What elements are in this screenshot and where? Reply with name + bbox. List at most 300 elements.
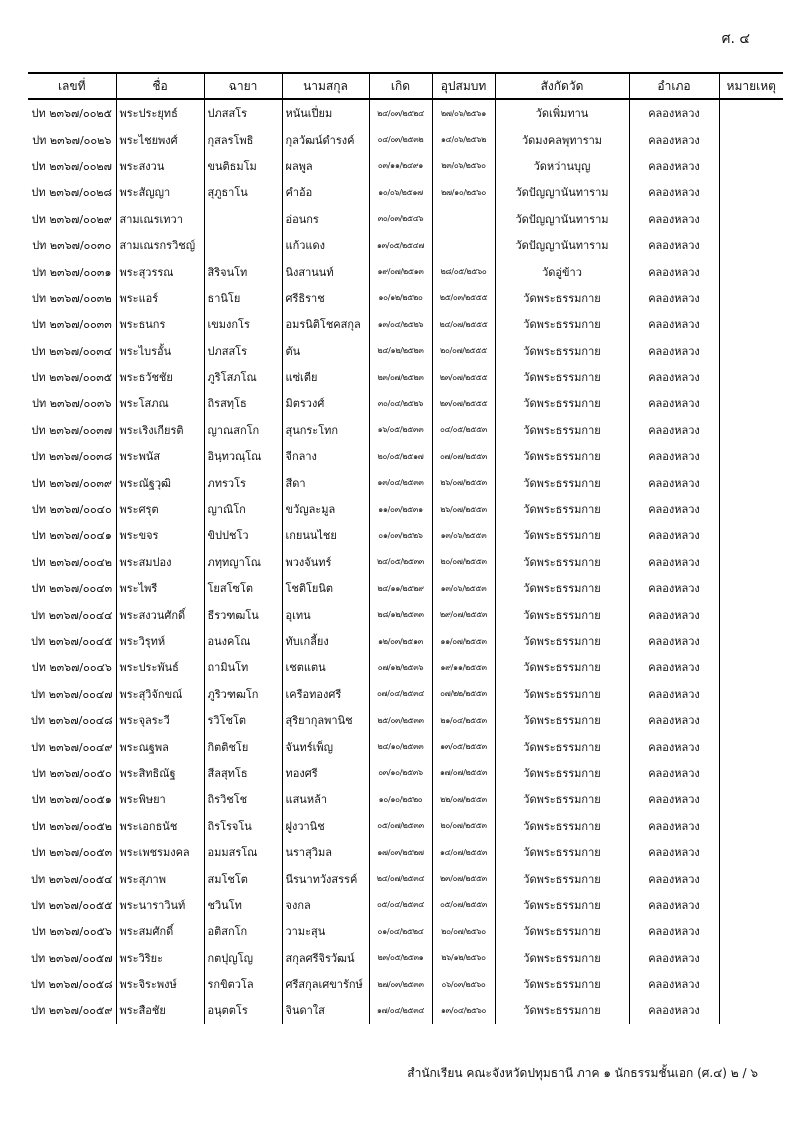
- table-row: [28, 601, 783, 627]
- table-row: [28, 285, 783, 311]
- cell-temple: วัดพระธรรมกาย: [495, 285, 629, 311]
- cell-number: ปท ๒๓๖๗/๐๐๕๔: [30, 872, 113, 886]
- cell-name: พระสัญญา: [116, 179, 204, 205]
- table-row: [28, 443, 783, 469]
- cell-remarks: [719, 575, 783, 601]
- cell-number: ปท ๒๓๖๗/๐๐๕๓: [31, 846, 113, 860]
- cell-district: คลองหลวง: [629, 99, 719, 126]
- cell-temple: วัดพระธรรมกาย: [495, 443, 629, 469]
- cell-born: ๑๓/๐๕/๒๕๔๗: [369, 232, 432, 258]
- cell-name: พระเริงเกียรติ: [116, 417, 204, 443]
- cell-monk-name: กตปุญโญ: [204, 945, 282, 971]
- cell-number: ปท ๒๓๖๗/๐๐๓๕: [31, 371, 113, 385]
- table-row: [28, 892, 783, 918]
- cell-monk-name: ภทฺทญาโณ: [204, 549, 282, 575]
- cell-name: พระนาราวินท์: [116, 892, 204, 918]
- cell-surname: ผลพูล: [282, 153, 369, 179]
- cell-remarks: [719, 865, 783, 891]
- cell-name: พระโสภณ: [116, 390, 204, 416]
- cell-number: ปท ๒๓๖๗/๐๐๔๓: [31, 582, 113, 596]
- cell-remarks: [719, 258, 783, 284]
- cell-remarks: [719, 179, 783, 205]
- cell-number: ปท ๒๓๖๗/๐๐๓๙: [31, 476, 112, 490]
- cell-surname: เกยนนไชย: [282, 522, 369, 548]
- cell-temple: วัดปัญญานันทาราม: [495, 206, 629, 232]
- cell-temple: วัดพระธรรมกาย: [495, 786, 629, 812]
- cell-born: ๐๔/๐๓/๒๕๓๒: [369, 126, 432, 152]
- cell-surname: นิงสานนท์: [282, 258, 369, 284]
- cell-ordained: ๒๐/๐๗/๒๕๕๕: [432, 338, 495, 364]
- cell-born: ๒๔/๑๑/๒๕๒๙: [369, 575, 432, 601]
- cell-born: ๒๗/๐๓/๒๕๓๓: [369, 971, 432, 997]
- cell-born: ๑๓/๐๔/๒๕๓๓: [369, 469, 432, 495]
- cell-name: พระพนัส: [116, 443, 204, 469]
- cell-surname: วามะสุน: [282, 918, 369, 944]
- cell-remarks: [719, 338, 783, 364]
- cell-remarks: [719, 232, 783, 258]
- cell-ordained: ๑๓/๐๖/๒๕๕๓: [432, 522, 495, 548]
- table-row: [28, 496, 783, 522]
- table-row: [28, 549, 783, 575]
- cell-temple: วัดปัญญานันทาราม: [495, 232, 629, 258]
- cell-surname: อ่อนกร: [282, 206, 369, 232]
- header-remarks: หมายเหตุ: [719, 73, 783, 99]
- table-row: [28, 417, 783, 443]
- table-row: [28, 733, 783, 759]
- cell-temple: วัดพระธรรมกาย: [495, 997, 629, 1023]
- cell-remarks: [719, 839, 783, 865]
- cell-number: ปท ๒๓๖๗/๐๐๔๐: [31, 503, 112, 517]
- candidate-table: [28, 72, 783, 1024]
- cell-monk-name: [204, 206, 282, 232]
- cell-temple: วัดพระธรรมกาย: [495, 892, 629, 918]
- cell-monk-name: ขิปปชโว: [204, 522, 282, 548]
- cell-number: ปท ๒๓๖๗/๐๐๔๒: [31, 555, 112, 569]
- cell-monk-name: ถิรสทฺโธ: [204, 390, 282, 416]
- table-row: [28, 654, 783, 680]
- table-row: [28, 760, 783, 786]
- cell-district: คลองหลวง: [629, 126, 719, 152]
- table-row: [28, 99, 783, 126]
- cell-name: พระไชยพงศ์: [116, 126, 204, 152]
- cell-monk-name: สีลสุทโธ: [204, 760, 282, 786]
- cell-name: พระสือชัย: [116, 997, 204, 1023]
- cell-name: พระณฐพล: [116, 733, 204, 759]
- cell-surname: สุริยากุลพานิช: [282, 707, 369, 733]
- cell-ordained: ๒๐/๐๗/๒๕๕๓: [432, 549, 495, 575]
- cell-temple: วัดพระธรรมกาย: [495, 733, 629, 759]
- cell-district: คลองหลวง: [629, 945, 719, 971]
- cell-born: ๑๐/๑๒/๒๕๒๐: [369, 285, 432, 311]
- cell-number: ปท ๒๓๖๗/๐๐๔๗: [31, 687, 113, 701]
- cell-born: ๑๐/๑๐/๒๕๒๐: [369, 786, 432, 812]
- cell-temple: วัดพระธรรมกาย: [495, 575, 629, 601]
- cell-number: ปท ๒๓๖๗/๐๐๓๘: [31, 450, 113, 464]
- cell-remarks: [719, 945, 783, 971]
- cell-ordained: ๒๐/๐๗/๒๕๖๐: [432, 918, 495, 944]
- cell-name: พระสมศักดิ์: [116, 918, 204, 944]
- cell-surname: กุลวัฒน์ดำรงค์: [282, 126, 369, 152]
- cell-name: พระสุภาพ: [116, 865, 204, 891]
- cell-monk-name: ปภสสโร: [204, 99, 282, 126]
- cell-name: พระธนกร: [116, 311, 204, 337]
- cell-surname: สีดา: [282, 469, 369, 495]
- cell-number: ปท ๒๓๖๗/๐๐๒๗: [31, 159, 112, 173]
- cell-temple: วัดพระธรรมกาย: [495, 417, 629, 443]
- cell-district: คลองหลวง: [629, 206, 719, 232]
- cell-born: ๒๕/๐๓/๒๕๓๓: [369, 707, 432, 733]
- cell-born: ๑๗/๐๓/๒๕๒๗: [369, 839, 432, 865]
- header-temple: สังกัดวัด: [495, 73, 629, 99]
- cell-number: ปท ๒๓๖๗/๐๐๔๑: [31, 529, 112, 543]
- cell-name: สามเณรกรวิชญ์: [116, 232, 204, 258]
- cell-temple: วัดพระธรรมกาย: [495, 628, 629, 654]
- cell-monk-name: สุภูธาโน: [204, 179, 282, 205]
- cell-surname: ตัน: [282, 338, 369, 364]
- cell-district: คลองหลวง: [629, 522, 719, 548]
- cell-name: พระประพันธ์: [116, 654, 204, 680]
- cell-ordained: ๐๗/๐๗/๒๕๕๓: [432, 443, 495, 469]
- cell-remarks: [719, 496, 783, 522]
- cell-surname: อุเทน: [282, 601, 369, 627]
- cell-remarks: [719, 417, 783, 443]
- cell-number: ปท ๒๓๖๗/๐๐๒๘: [31, 186, 113, 200]
- cell-born: ๑๒/๐๓/๒๕๑๓: [369, 628, 432, 654]
- cell-monk-name: กิตติชโย: [204, 733, 282, 759]
- cell-temple: วัดพระธรรมกาย: [495, 549, 629, 575]
- cell-ordained: ๑๔/๐๖/๒๕๖๒: [432, 126, 495, 152]
- cell-remarks: [719, 733, 783, 759]
- cell-name: พระแอร์: [116, 285, 204, 311]
- cell-born: ๒๓/๐๗/๒๕๒๓: [369, 364, 432, 390]
- table-row: [28, 364, 783, 390]
- table-row: [28, 390, 783, 416]
- cell-remarks: [719, 681, 783, 707]
- cell-surname: สกุลศรีจิรวัฒน์: [282, 945, 369, 971]
- cell-name: พระศรุต: [116, 496, 204, 522]
- cell-surname: จินดาใส: [282, 997, 369, 1023]
- cell-number: ปท ๒๓๖๗/๐๐๓๗: [31, 423, 113, 437]
- cell-district: คลองหลวง: [629, 971, 719, 997]
- cell-number: ปท ๒๓๖๗/๐๐๓๖: [32, 397, 112, 411]
- table-header-row: [28, 73, 783, 99]
- cell-number: ปท ๒๓๖๗/๐๐๒๖: [32, 133, 112, 147]
- cell-remarks: [719, 443, 783, 469]
- cell-monk-name: ธานิโย: [204, 285, 282, 311]
- cell-born: ๐๗/๐๔/๒๕๓๔: [369, 681, 432, 707]
- cell-surname: คำอ้อ: [282, 179, 369, 205]
- cell-ordained: ๒๓/๐๖/๒๕๖๐: [432, 153, 495, 179]
- table-row: [28, 918, 783, 944]
- cell-remarks: [719, 549, 783, 575]
- cell-district: คลองหลวง: [629, 285, 719, 311]
- table-row: [28, 126, 783, 152]
- cell-monk-name: อนงคโณ: [204, 628, 282, 654]
- cell-remarks: [719, 153, 783, 179]
- cell-name: พระจิระพงษ์: [116, 971, 204, 997]
- cell-surname: ฝูงวานิช: [282, 813, 369, 839]
- cell-remarks: [719, 99, 783, 126]
- cell-surname: ขวัญละมูล: [282, 496, 369, 522]
- cell-monk-name: ถิรวิชโช: [204, 786, 282, 812]
- cell-remarks: [719, 971, 783, 997]
- cell-temple: วัดพระธรรมกาย: [495, 918, 629, 944]
- cell-remarks: [719, 522, 783, 548]
- cell-ordained: [432, 206, 495, 232]
- cell-born: ๒๔/๐๗/๒๕๓๔: [369, 865, 432, 891]
- cell-remarks: [719, 390, 783, 416]
- cell-born: ๒๐/๐๕/๒๕๑๗: [369, 443, 432, 469]
- cell-monk-name: ชวินโท: [204, 892, 282, 918]
- cell-number: ปท ๒๓๖๗/๐๐๒๙: [31, 212, 112, 226]
- table-row: [28, 786, 783, 812]
- cell-number: ปท ๒๓๖๗/๐๐๔๖: [31, 661, 112, 675]
- cell-monk-name: ญาณิโก: [204, 496, 282, 522]
- cell-ordained: ๐๕/๐๗/๒๕๕๓: [432, 892, 495, 918]
- cell-district: คลองหลวง: [629, 364, 719, 390]
- cell-remarks: [719, 601, 783, 627]
- cell-remarks: [719, 892, 783, 918]
- cell-temple: วัดหว่านบุญ: [495, 153, 629, 179]
- cell-number: ปท ๒๓๖๗/๐๐๔๔: [30, 608, 113, 622]
- table-row: [28, 945, 783, 971]
- cell-surname: โชติโยนิต: [282, 575, 369, 601]
- header-monk-name: ฉายา: [204, 73, 282, 99]
- cell-number: ปท ๒๓๖๗/๐๐๓๒: [31, 291, 112, 305]
- table-row: [28, 338, 783, 364]
- cell-district: คลองหลวง: [629, 865, 719, 891]
- cell-temple: วัดพระธรรมกาย: [495, 601, 629, 627]
- cell-surname: นีรนาทวังสรรค์: [282, 865, 369, 891]
- cell-temple: วัดพระธรรมกาย: [495, 707, 629, 733]
- cell-surname: ศรีสกุลเศขารักษ์: [282, 971, 369, 997]
- cell-ordained: ๒๓/๐๗/๒๕๕๕: [432, 390, 495, 416]
- cell-district: คลองหลวง: [629, 997, 719, 1023]
- cell-name: พระไพรี: [116, 575, 204, 601]
- cell-name: พระสุวิจักขณ์: [116, 681, 204, 707]
- cell-ordained: ๒๑/๐๔/๒๕๕๓: [432, 707, 495, 733]
- cell-name: พระพิษยา: [116, 786, 204, 812]
- cell-monk-name: โยสโซโต: [204, 575, 282, 601]
- cell-number: ปท ๒๓๖๗/๐๐๔๕: [30, 635, 113, 648]
- cell-monk-name: สมโชโต: [204, 865, 282, 891]
- cell-temple: วัดพระธรรมกาย: [495, 496, 629, 522]
- cell-ordained: [432, 232, 495, 258]
- header-district: อำเภอ: [629, 73, 719, 99]
- cell-temple: วัดพระธรรมกาย: [495, 311, 629, 337]
- cell-monk-name: ถามินโท: [204, 654, 282, 680]
- cell-surname: เชตแตน: [282, 654, 369, 680]
- cell-ordained: ๒๗/๑๐/๒๕๖๐: [432, 179, 495, 205]
- table-row: [28, 971, 783, 997]
- cell-monk-name: ญาณสกโก: [204, 417, 282, 443]
- cell-monk-name: อินฺทวณฺโณ: [204, 443, 282, 469]
- cell-surname: หนันเปี่ยม: [282, 99, 369, 126]
- cell-number: ปท ๒๓๖๗/๐๐๔๙: [31, 740, 113, 754]
- cell-ordained: ๒๖/๐๗/๒๕๕๓: [432, 496, 495, 522]
- cell-district: คลองหลวง: [629, 179, 719, 205]
- cell-born: ๐๕/๐๗/๒๕๓๓: [369, 813, 432, 839]
- cell-ordained: ๒๕/๐๓/๒๕๕๕: [432, 285, 495, 311]
- table-row: [28, 997, 783, 1023]
- cell-monk-name: อติสกโก: [204, 918, 282, 944]
- cell-district: คลองหลวง: [629, 496, 719, 522]
- cell-name: พระวิรุทห์: [116, 628, 204, 654]
- cell-monk-name: กุสลรโพธิ: [204, 126, 282, 152]
- cell-remarks: [719, 918, 783, 944]
- cell-district: คลองหลวง: [629, 601, 719, 627]
- cell-temple: วัดมงคลพุทาราม: [495, 126, 629, 152]
- cell-ordained: ๑๓/๐๔/๒๕๖๐: [432, 997, 495, 1023]
- cell-ordained: ๐๗/๒๒/๒๕๕๓: [432, 681, 495, 707]
- cell-born: ๐๑/๐๓/๒๕๒๖: [369, 522, 432, 548]
- table-row: [28, 311, 783, 337]
- cell-temple: วัดพระธรรมกาย: [495, 469, 629, 495]
- cell-number: ปท ๒๓๖๗/๐๐๕๕: [30, 898, 113, 912]
- cell-surname: สุนกระโทก: [282, 417, 369, 443]
- cell-district: คลองหลวง: [629, 786, 719, 812]
- cell-temple: วัดพระธรรมกาย: [495, 971, 629, 997]
- cell-number: ปท ๒๓๖๗/๐๐๓๐: [32, 239, 112, 253]
- cell-district: คลองหลวง: [629, 232, 719, 258]
- cell-monk-name: [204, 232, 282, 258]
- cell-remarks: [719, 707, 783, 733]
- cell-district: คลองหลวง: [629, 813, 719, 839]
- table-row: [28, 153, 783, 179]
- table-row: [28, 707, 783, 733]
- table-row: [28, 839, 783, 865]
- cell-district: คลองหลวง: [629, 338, 719, 364]
- cell-remarks: [719, 760, 783, 786]
- cell-number: ปท ๒๓๖๗/๐๐๕๒: [31, 819, 112, 833]
- cell-born: ๒๘/๑๒/๒๕๓๓: [369, 601, 432, 627]
- cell-name: พระประยุทธ์: [116, 99, 204, 126]
- cell-ordained: ๒๓/๐๗/๒๕๕๕: [432, 364, 495, 390]
- cell-district: คลองหลวง: [629, 469, 719, 495]
- cell-district: คลองหลวง: [629, 681, 719, 707]
- cell-monk-name: ภทรวโร: [204, 469, 282, 495]
- cell-surname: แก้วแดง: [282, 232, 369, 258]
- cell-monk-name: ภูริโสภโณ: [204, 364, 282, 390]
- cell-surname: จีกลาง: [282, 443, 369, 469]
- cell-temple: วัดพระธรรมกาย: [495, 522, 629, 548]
- cell-monk-name: ธีรวฑฒโน: [204, 601, 282, 627]
- cell-ordained: ๒๓/๐๗/๒๕๕๓: [432, 865, 495, 891]
- header-name: ชื่อ: [116, 73, 204, 99]
- cell-remarks: [719, 206, 783, 232]
- cell-temple: วัดอู่ข้าว: [495, 258, 629, 284]
- cell-temple: วัดพระธรรมกาย: [495, 865, 629, 891]
- cell-monk-name: เขมงกโร: [204, 311, 282, 337]
- cell-name: พระสงวน: [116, 153, 204, 179]
- cell-name: สามเณรเทวา: [116, 206, 204, 232]
- cell-temple: วัดพระธรรมกาย: [495, 654, 629, 680]
- cell-number: ปท ๒๓๖๗/๐๐๕๘: [30, 978, 113, 992]
- cell-born: ๐๓/๑๐/๒๕๓๖: [369, 760, 432, 786]
- cell-ordained: ๐๔/๐๕/๒๕๕๓: [432, 417, 495, 443]
- table-row: [28, 681, 783, 707]
- header-born: เกิด: [369, 73, 432, 99]
- cell-name: พระเอกธนัช: [116, 813, 204, 839]
- cell-monk-name: รกขิตวโล: [204, 971, 282, 997]
- cell-temple: วัดพระธรรมกาย: [495, 364, 629, 390]
- cell-district: คลองหลวง: [629, 153, 719, 179]
- cell-remarks: [719, 311, 783, 337]
- cell-born: ๑๙/๐๗/๒๕๑๓: [369, 258, 432, 284]
- cell-surname: ทองศรี: [282, 760, 369, 786]
- cell-surname: แซ่เตีย: [282, 364, 369, 390]
- page-footer: สำนักเรียน คณะจังหวัดปทุมธานี ภาค ๑ นักธรรมชั้นเอก (ศ.๔) ๒ / ๖: [407, 1066, 758, 1080]
- table-row: [28, 179, 783, 205]
- table-row: [28, 469, 783, 495]
- cell-district: คลองหลวง: [629, 707, 719, 733]
- cell-ordained: ๑๙/๑๑/๒๕๕๓: [432, 654, 495, 680]
- cell-number: ปท ๒๓๖๗/๐๐๕๑: [31, 793, 112, 807]
- cell-district: คลองหลวง: [629, 918, 719, 944]
- cell-district: คลองหลวง: [629, 892, 719, 918]
- cell-ordained: ๒๗/๐๖/๒๕๖๑: [432, 99, 495, 126]
- table-row: [28, 628, 783, 654]
- cell-district: คลองหลวง: [629, 443, 719, 469]
- cell-born: ๐๗/๑๒/๒๕๓๖: [369, 654, 432, 680]
- cell-temple: วัดพระธรรมกาย: [495, 681, 629, 707]
- cell-monk-name: รวิโชโต: [204, 707, 282, 733]
- cell-monk-name: อมมสรโณ: [204, 839, 282, 865]
- cell-temple: วัดพระธรรมกาย: [495, 760, 629, 786]
- cell-number: ปท ๒๓๖๗/๐๐๓๓: [31, 318, 112, 332]
- cell-monk-name: ภูริวฑฒโก: [204, 681, 282, 707]
- cell-born: ๓๐/๐๔/๒๕๒๖: [369, 390, 432, 416]
- cell-name: พระสงวนศักดิ์: [116, 601, 204, 627]
- header-ordained: อุปสมบท: [432, 73, 495, 99]
- cell-temple: วัดพระธรรมกาย: [495, 839, 629, 865]
- cell-remarks: [719, 126, 783, 152]
- cell-number: ปท ๒๓๖๗/๐๐๒๕: [31, 107, 112, 121]
- cell-born: ๑๖/๐๕/๒๕๓๓: [369, 417, 432, 443]
- cell-district: คลองหลวง: [629, 311, 719, 337]
- cell-remarks: [719, 364, 783, 390]
- cell-ordained: ๒๒/๐๗/๒๕๕๓: [432, 786, 495, 812]
- cell-number: ปท ๒๓๖๗/๐๐๕๖: [31, 925, 112, 939]
- cell-remarks: [719, 654, 783, 680]
- cell-remarks: [719, 469, 783, 495]
- cell-temple: วัดพระธรรมกาย: [495, 338, 629, 364]
- table-row: [28, 865, 783, 891]
- cell-district: คลองหลวง: [629, 733, 719, 759]
- cell-born: ๑๑/๐๓/๒๕๓๑: [369, 496, 432, 522]
- cell-remarks: [719, 813, 783, 839]
- cell-number: ปท ๒๓๖๗/๐๐๓๔: [31, 344, 113, 358]
- cell-born: ๒๔/๑๒/๒๕๒๓: [369, 338, 432, 364]
- cell-surname: นราสุวิมล: [282, 839, 369, 865]
- cell-surname: พวงจันทร์: [282, 549, 369, 575]
- cell-ordained: ๑๓/๐๖/๒๕๕๓: [432, 575, 495, 601]
- cell-name: พระณัฐวุฒิ: [116, 469, 204, 495]
- cell-born: ๐๑/๐๔/๒๕๒๔: [369, 918, 432, 944]
- cell-name: พระจุลระวี: [116, 707, 204, 733]
- table-row: [28, 232, 783, 258]
- page-code: ศ. ๔: [721, 31, 750, 47]
- cell-temple: วัดพระธรรมกาย: [495, 813, 629, 839]
- cell-monk-name: ถิรโรจโน: [204, 813, 282, 839]
- cell-district: คลองหลวง: [629, 654, 719, 680]
- cell-born: ๑๓/๐๔/๒๕๒๖: [369, 311, 432, 337]
- cell-name: พระขจร: [116, 522, 204, 548]
- cell-district: คลองหลวง: [629, 549, 719, 575]
- cell-number: ปท ๒๓๖๗/๐๐๓๑: [32, 265, 112, 279]
- cell-name: พระสมปอง: [116, 549, 204, 575]
- cell-ordained: ๑๗/๐๗/๒๕๕๓: [432, 760, 495, 786]
